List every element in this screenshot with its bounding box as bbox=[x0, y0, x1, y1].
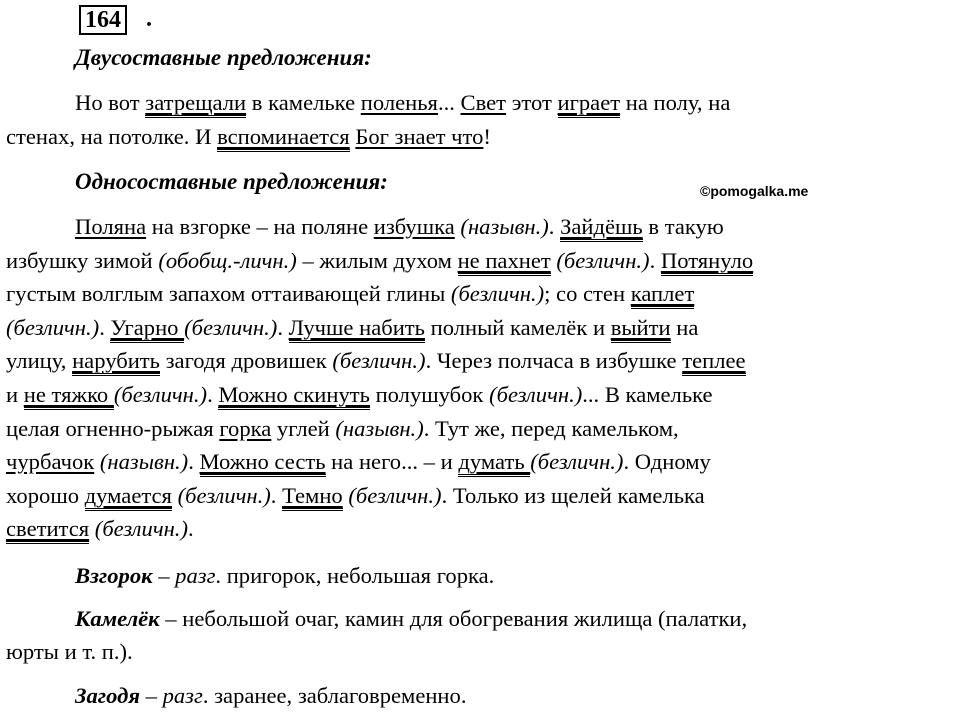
text-line: густым волглым запахом оттаивающей глины (безличн.); со стен каплет bbox=[6, 277, 960, 311]
definition-zagodya: Загодя – разг. заранее, заблаговременно. bbox=[75, 683, 467, 708]
text-line: чурбачок (назывн.). Можно сесть на него... – и думать (безличн.). Одному bbox=[6, 445, 960, 479]
predicate: вспоминается bbox=[217, 124, 350, 152]
text-line: улицу, нарубить загодя дровишек (безличн.). Через полчаса в избушке теплее bbox=[6, 344, 960, 378]
text-line: и не тяжко (безличн.). Можно скинуть полушубок (безличн.)... В камельке bbox=[6, 378, 960, 412]
text-line: хорошо думается (безличн.). Темно (безличн.). Только из щелей камелька bbox=[6, 479, 960, 513]
one-part-paragraph bbox=[6, 210, 960, 546]
text-line: светится (безличн.). bbox=[6, 512, 960, 546]
definition-kamelek: Камелёк – небольшой очаг, камин для обогревания жилища (палатки, bbox=[75, 606, 748, 631]
text-line: целая огненно-рыжая горка углей (назывн.). Тут же, перед камельком, bbox=[6, 415, 679, 441]
two-part-heading: Двусоставные предложения: bbox=[75, 45, 372, 70]
subject: поленья bbox=[360, 90, 438, 115]
text-line: стенах, на потолке. И вспоминается Бог знает что! bbox=[6, 120, 960, 154]
subject: Свет bbox=[460, 90, 507, 115]
one-part-heading: Односоставные предложения: bbox=[75, 169, 388, 194]
exercise-number-dot: . bbox=[146, 6, 152, 32]
text-line: Но вот затрещали в камельке поленья... Свет этот играет на полу, на bbox=[6, 86, 960, 120]
definition-kamelek-continued: юрты и т. п.). bbox=[6, 639, 133, 664]
text-line: избушку зимой (обобщ.-личн.) – жилым духом не пахнет (безличн.). Потянуло bbox=[6, 244, 960, 278]
two-part-paragraph bbox=[6, 86, 960, 153]
text-line: Поляна на взгорке – на поляне избушка (назывн.). Зайдёшь в такую bbox=[6, 210, 960, 244]
predicate: играет bbox=[558, 90, 621, 118]
definition-vzgorok: Взгорок – разг. пригорок, небольшая горка. bbox=[75, 563, 495, 588]
predicate: затрещали bbox=[145, 90, 246, 118]
text-line: (безличн.). Угарно (безличн.). Лучше набить полный камелёк и выйти на bbox=[6, 311, 960, 345]
subject: Бог знает что bbox=[355, 123, 484, 149]
watermark: ©pomogalka.me bbox=[700, 183, 809, 199]
exercise-number: 164 bbox=[79, 5, 127, 35]
